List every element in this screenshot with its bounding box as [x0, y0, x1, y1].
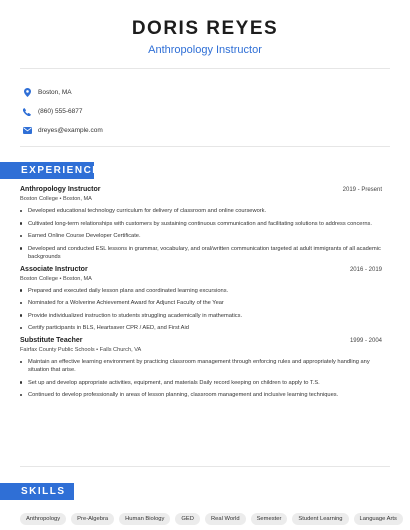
- job-bullets: [20, 207, 382, 261]
- skill-chip: Real World: [205, 513, 246, 525]
- phone-icon: [22, 107, 32, 117]
- job-title: Substitute Teacher: [20, 337, 83, 344]
- skills-list: [20, 513, 397, 525]
- job-dates: 1999 - 2004: [349, 338, 382, 344]
- job-bullet: Certify participants in BLS, Heartsaver CPR / AED, and First Aid: [20, 324, 382, 332]
- job-bullet: Earned Online Course Developer Certificate.: [20, 232, 382, 240]
- experience-heading: EXPERIENCE: [21, 165, 101, 176]
- job-bullet: Nominated for a Wolverine Achievement Award for Adjunct Faculty of the Year: [20, 299, 382, 307]
- job-entry: [20, 186, 382, 261]
- job-bullet: Developed educational technology curriculum for delivery of classroom and online coursework.: [20, 207, 382, 215]
- job-employer: Fairfax County Public Schools • Falls Church, VA: [20, 347, 142, 353]
- job-bullet: Prepared and executed daily lesson plans and coordinated learning excursions.: [20, 287, 382, 295]
- skill-chip: Semester: [251, 513, 288, 525]
- job-dates: 2019 - Present: [342, 187, 382, 193]
- job-bullet: Maintain an effective learning environment by practicing classroom management through enforcing rules and appropriately handling any situation that arise.: [20, 358, 382, 374]
- contact-location-text: Boston, MA: [38, 89, 72, 96]
- job-bullet: Provide individualized instruction to students struggling academically in mathematics.: [20, 312, 382, 320]
- experience-section: [20, 186, 382, 404]
- contact-phone-text: (860) 555-6877: [38, 108, 83, 115]
- job-title: Associate Instructor: [20, 265, 88, 273]
- email-icon: [22, 126, 32, 136]
- job-entry: [20, 266, 382, 333]
- contact-phone: [22, 102, 410, 121]
- skill-chip: Pre-Algebra: [71, 513, 114, 525]
- skills-heading: SKILLS: [21, 486, 66, 497]
- contact-email: [22, 121, 410, 140]
- skill-chip: Language Arts: [354, 513, 403, 525]
- skill-chip: Human Biology: [119, 513, 170, 525]
- job-employer: Boston College • Boston, MA: [20, 275, 92, 282]
- experience-top-divider: [20, 146, 390, 147]
- location-pin-icon: [22, 88, 32, 98]
- contact-email-text: dreyes@example.com: [38, 127, 103, 134]
- job-bullets: [20, 358, 382, 399]
- job-bullets: [20, 287, 382, 333]
- skills-top-divider: [20, 466, 390, 467]
- job-bullet: Continued to develop professionally in areas of lesson planning, classroom management and inclusive learning techniques.: [20, 391, 382, 399]
- candidate-name: DORIS REYES: [131, 18, 279, 39]
- job-bullet: Set up and develop appropriate activities, equipment, and materials Daily record keeping on children to apply to T.S.: [20, 379, 382, 387]
- contact-list: [0, 69, 410, 140]
- job-dates: 2016 - 2019: [349, 266, 382, 273]
- skills-heading-band: [0, 483, 74, 500]
- job-title: Anthropology Instructor: [20, 186, 101, 193]
- contact-location: [22, 83, 410, 102]
- skill-chip: GED: [175, 513, 200, 525]
- experience-heading-band: [0, 162, 101, 179]
- job-entry: [20, 337, 382, 399]
- job-bullet: Developed and conducted ESL lessons in grammar, vocabulary, and oral/written communication targeted at adult immigrants of all academic backgrounds: [20, 245, 382, 261]
- resume-header: [0, 0, 410, 57]
- skill-chip: Anthropology: [20, 513, 66, 525]
- skill-chip: Student Learning: [292, 513, 348, 525]
- job-bullet: Cultivated long-term relationships with customers by sustaining continuous communication and facilitating solutions to address concerns.: [20, 220, 382, 228]
- job-employer: Boston College • Boston, MA: [20, 196, 92, 202]
- candidate-role: Anthropology Instructor: [148, 44, 262, 56]
